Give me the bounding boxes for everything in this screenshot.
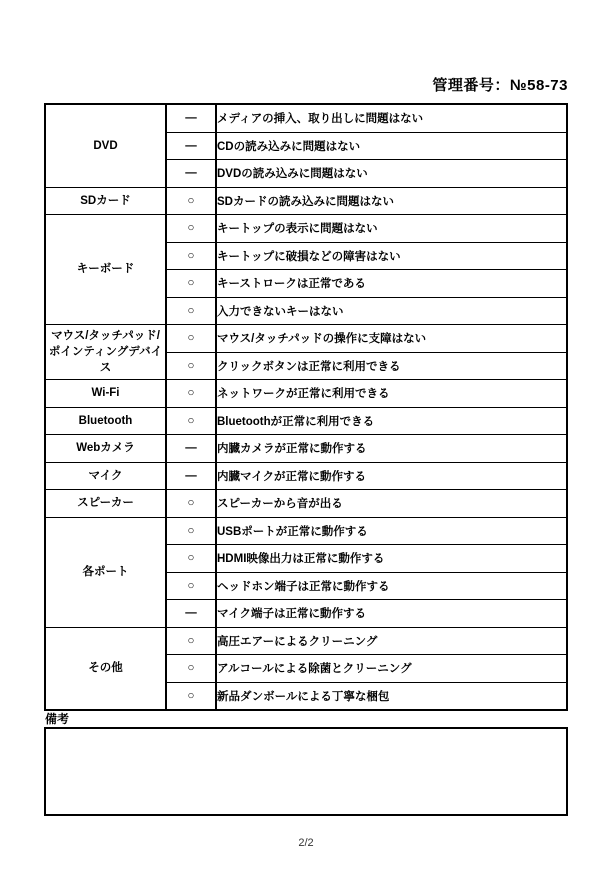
status-mark: ○ xyxy=(166,325,216,353)
checklist-row xyxy=(45,435,567,463)
check-item-description: スピーカーから音が出る xyxy=(216,490,567,518)
check-item-description: 高圧エアーによるクリーニング xyxy=(216,627,567,655)
check-item-description: キーストロークは正常である xyxy=(216,270,567,298)
remarks-box xyxy=(44,727,568,816)
status-mark: — xyxy=(166,600,216,628)
status-mark: — xyxy=(166,435,216,463)
check-item-description: HDMI映像出力は正常に動作する xyxy=(216,545,567,573)
check-item-description: ヘッドホン端子は正常に動作する xyxy=(216,572,567,600)
inspection-checklist-table xyxy=(44,103,568,711)
category-cell: スピーカー xyxy=(45,490,166,518)
check-item-description: 新品ダンボールによる丁寧な梱包 xyxy=(216,682,567,710)
status-mark: ○ xyxy=(166,380,216,408)
category-cell: キーボード xyxy=(45,215,166,325)
check-item-description: キートップに破損などの障害はない xyxy=(216,242,567,270)
status-mark: ○ xyxy=(166,627,216,655)
checklist-row xyxy=(45,325,567,353)
management-number: 管理番号：№58-73 xyxy=(432,77,568,94)
checklist-row xyxy=(45,490,567,518)
status-mark: — xyxy=(166,160,216,188)
status-mark: — xyxy=(166,104,216,132)
checklist-row xyxy=(45,627,567,655)
status-mark: ○ xyxy=(166,682,216,710)
check-item-description: マイク端子は正常に動作する xyxy=(216,600,567,628)
check-item-description: キートップの表示に問題はない xyxy=(216,215,567,243)
category-cell: Bluetooth xyxy=(45,407,166,435)
status-mark: ○ xyxy=(166,545,216,573)
category-cell: Webカメラ xyxy=(45,435,166,463)
check-item-description: ネットワークが正常に利用できる xyxy=(216,380,567,408)
status-mark: ○ xyxy=(166,187,216,215)
category-cell: SDカード xyxy=(45,187,166,215)
status-mark: ○ xyxy=(166,270,216,298)
status-mark: — xyxy=(166,132,216,160)
status-mark: ○ xyxy=(166,297,216,325)
check-item-description: メディアの挿入、取り出しに問題はない xyxy=(216,104,567,132)
status-mark: ○ xyxy=(166,655,216,683)
checklist-row xyxy=(45,215,567,243)
check-item-description: USBポートが正常に動作する xyxy=(216,517,567,545)
category-cell: その他 xyxy=(45,627,166,710)
category-cell: DVD xyxy=(45,104,166,187)
check-item-description: CDの読み込みに問題はない xyxy=(216,132,567,160)
category-cell: マイク xyxy=(45,462,166,490)
status-mark: — xyxy=(166,462,216,490)
check-item-description: Bluetoothが正常に利用できる xyxy=(216,407,567,435)
check-item-description: 入力できないキーはない xyxy=(216,297,567,325)
checklist-row xyxy=(45,407,567,435)
status-mark: ○ xyxy=(166,407,216,435)
status-mark: ○ xyxy=(166,517,216,545)
check-item-description: アルコールによる除菌とクリーニング xyxy=(216,655,567,683)
check-item-description: 内臓マイクが正常に動作する xyxy=(216,462,567,490)
checklist-row xyxy=(45,104,567,132)
page-number: 2/2 xyxy=(298,837,314,849)
checklist-row xyxy=(45,187,567,215)
category-cell: 各ポート xyxy=(45,517,166,627)
category-cell: マウス/タッチパッド/ポインティングデバイス xyxy=(45,325,166,380)
check-item-description: クリックボタンは正常に利用できる xyxy=(216,352,567,380)
checklist-row xyxy=(45,380,567,408)
checklist-body xyxy=(45,104,567,710)
status-mark: ○ xyxy=(166,490,216,518)
status-mark: ○ xyxy=(166,352,216,380)
check-item-description: DVDの読み込みに問題はない xyxy=(216,160,567,188)
category-cell: Wi-Fi xyxy=(45,380,166,408)
check-item-description: 内臓カメラが正常に動作する xyxy=(216,435,567,463)
status-mark: ○ xyxy=(166,572,216,600)
check-item-description: SDカードの読み込みに問題はない xyxy=(216,187,567,215)
check-item-description: マウス/タッチパッドの操作に支障はない xyxy=(216,325,567,353)
status-mark: ○ xyxy=(166,215,216,243)
remarks-label: 備考 xyxy=(45,712,70,726)
status-mark: ○ xyxy=(166,242,216,270)
checklist-row xyxy=(45,462,567,490)
checklist-row xyxy=(45,517,567,545)
